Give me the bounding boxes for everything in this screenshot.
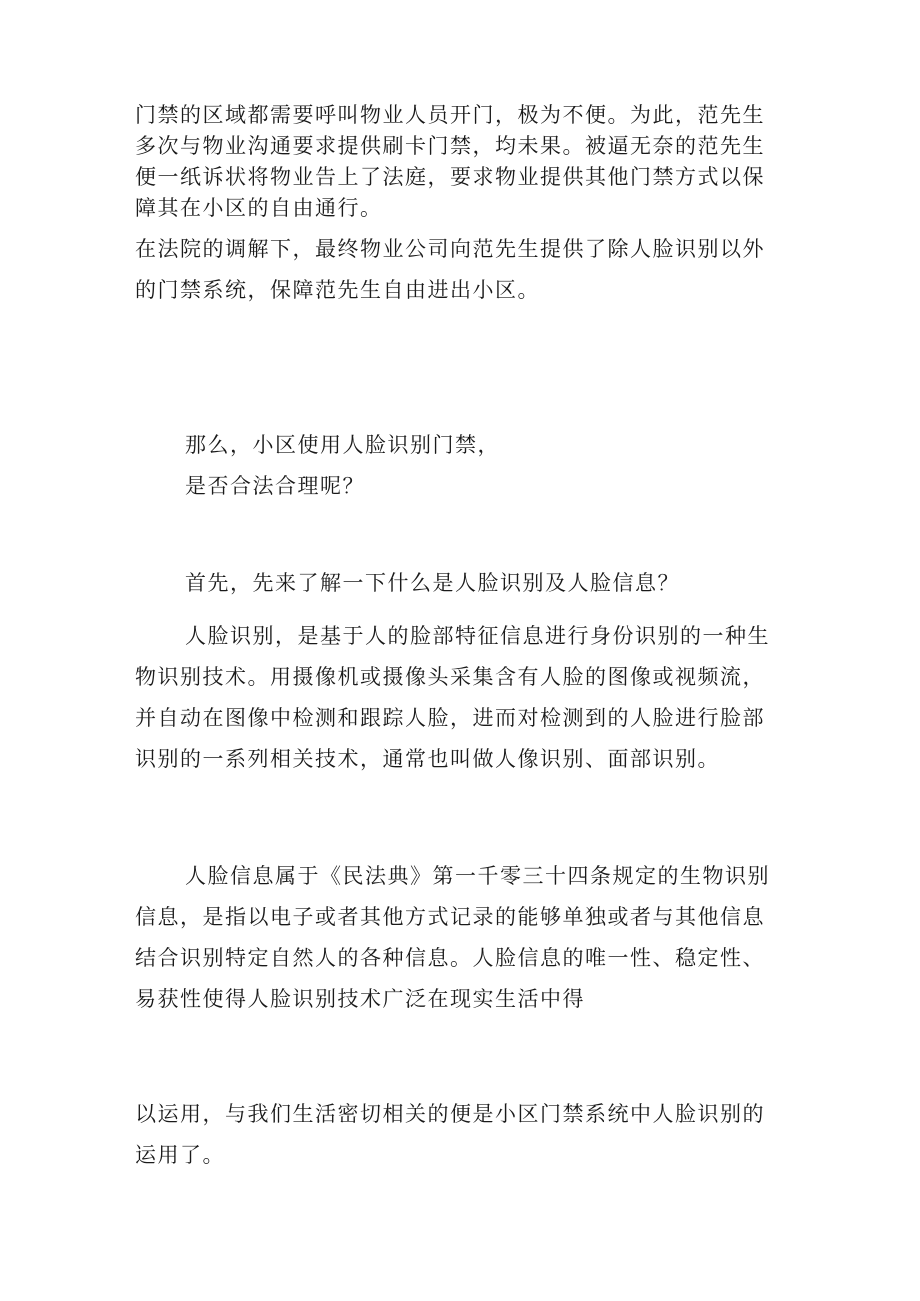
paragraph-question: [185, 425, 845, 507]
text-line: 信息，是指以电子或者其他方式记录的能够单独或者与其他信息: [135, 905, 765, 929]
text-line: 门禁的区域都需要呼叫物业人员开门，极为不便。为此，范先生: [135, 103, 765, 127]
text-line: 障其在小区的自由通行。: [135, 196, 383, 220]
text-line: 便一纸诉状将物业告上了法庭，要求物业提供其他门禁方式以保: [135, 165, 765, 189]
paragraph-face-recognition: [135, 616, 795, 780]
text-line: 在法院的调解下，最终物业公司向范先生提供了除人脸识别以外: [135, 237, 765, 261]
text-line: 以运用，与我们生活密切相关的便是小区门禁系统中人脸识别的: [135, 1102, 765, 1126]
text-line: 是否合法合理呢？: [185, 474, 365, 498]
text-line: 物识别技术。用摄像机或摄像头采集含有人脸的图像或视频流，: [135, 665, 765, 689]
text-line: 结合识别特定自然人的各种信息。人脸信息的唯一性、稳定性、: [135, 946, 765, 970]
paragraph-intro: [185, 563, 845, 604]
text-line: 运用了。: [135, 1143, 225, 1167]
text-line: 易获性使得人脸识别技术广泛在现实生活中得: [135, 987, 585, 1011]
text-line: 那么，小区使用人脸识别门禁，: [185, 433, 500, 457]
text-line: 人脸信息属于《民法典》第一千零三十四条规定的生物识别: [185, 864, 770, 888]
text-line: 首先，先来了解一下什么是人脸识别及人脸信息？: [185, 571, 680, 595]
paragraph-face-information: [135, 856, 795, 1020]
paragraph-mediation: [135, 229, 795, 311]
text-line: 并自动在图像中检测和跟踪人脸，进而对检测到的人脸进行脸部: [135, 706, 765, 730]
text-line: 的门禁系统，保障范先生自由进出小区。: [135, 278, 540, 302]
text-line: 多次与物业沟通要求提供刷卡门禁，均未果。被逼无奈的范先生: [135, 134, 765, 158]
paragraph-complaint: [135, 100, 795, 224]
text-line: 人脸识别，是基于人的脸部特征信息进行身份识别的一种生: [185, 624, 770, 648]
text-line: 识别的一系列相关技术，通常也叫做人像识别、面部识别。: [135, 747, 720, 771]
paragraph-application: [135, 1094, 795, 1176]
